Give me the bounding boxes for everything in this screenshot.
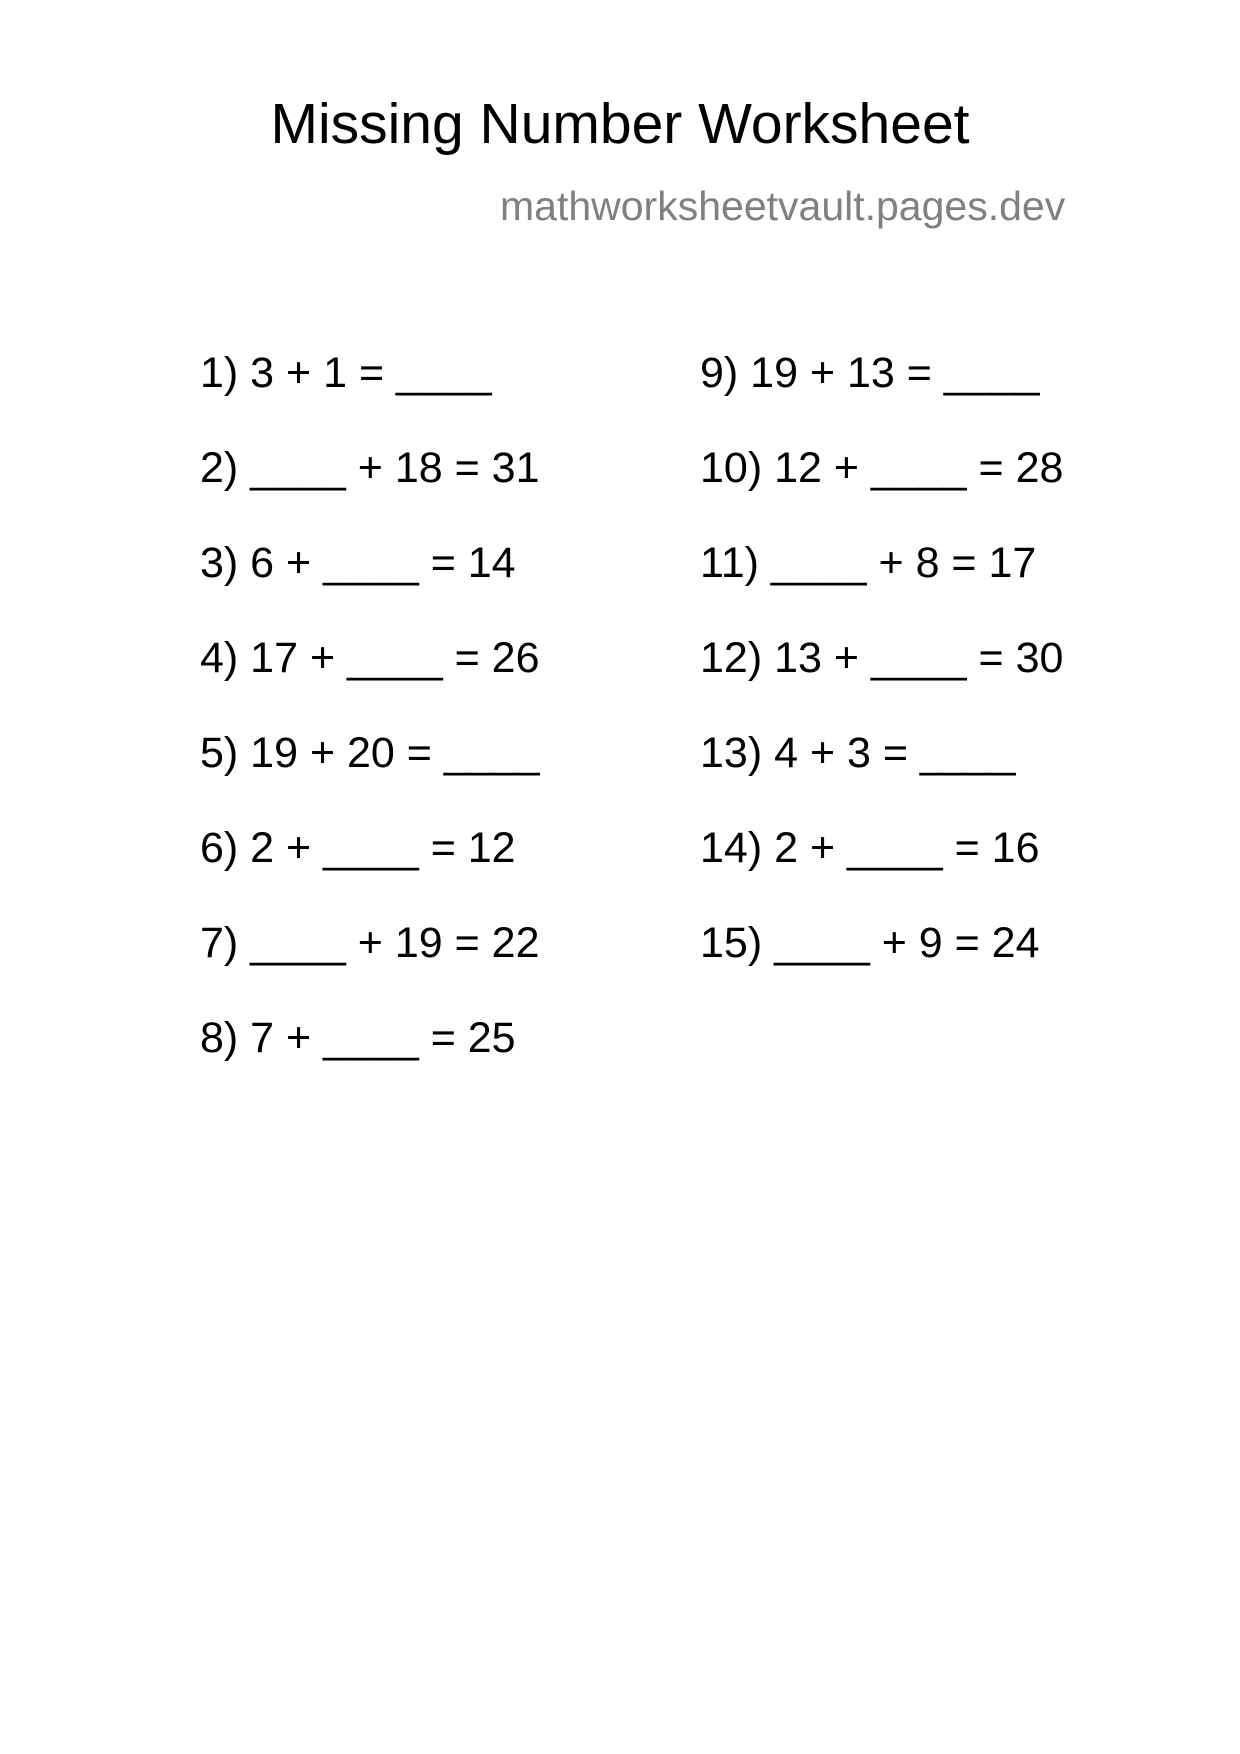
problem-column-left xyxy=(200,349,540,1112)
problem-item: 5) 19 + 20 = ____ xyxy=(200,729,540,777)
problem-item: 10) 12 + ____ = 28 xyxy=(700,444,1064,492)
problem-item: 1) 3 + 1 = ____ xyxy=(200,349,492,397)
problem-item: 3) 6 + ____ = 14 xyxy=(200,539,516,587)
problem-item: 15) ____ + 9 = 24 xyxy=(700,919,1040,967)
problem-item: 11) ____ + 8 = 17 xyxy=(700,539,1037,587)
problem-item: 12) 13 + ____ = 30 xyxy=(700,634,1064,682)
worksheet-title: Missing Number Worksheet xyxy=(270,92,970,156)
problem-item: 13) 4 + 3 = ____ xyxy=(700,729,1016,777)
problem-item: 6) 2 + ____ = 12 xyxy=(200,824,516,872)
problem-item: 8) 7 + ____ = 25 xyxy=(200,1014,516,1062)
problem-item: 2) ____ + 18 = 31 xyxy=(200,444,540,492)
problem-item: 7) ____ + 19 = 22 xyxy=(200,919,540,967)
problem-item: 9) 19 + 13 = ____ xyxy=(700,349,1040,397)
website-url: mathworksheetvault.pages.dev xyxy=(500,183,1066,229)
problem-column-right xyxy=(700,349,1064,1017)
problem-item: 14) 2 + ____ = 16 xyxy=(700,824,1040,872)
problem-item: 4) 17 + ____ = 26 xyxy=(200,634,540,682)
